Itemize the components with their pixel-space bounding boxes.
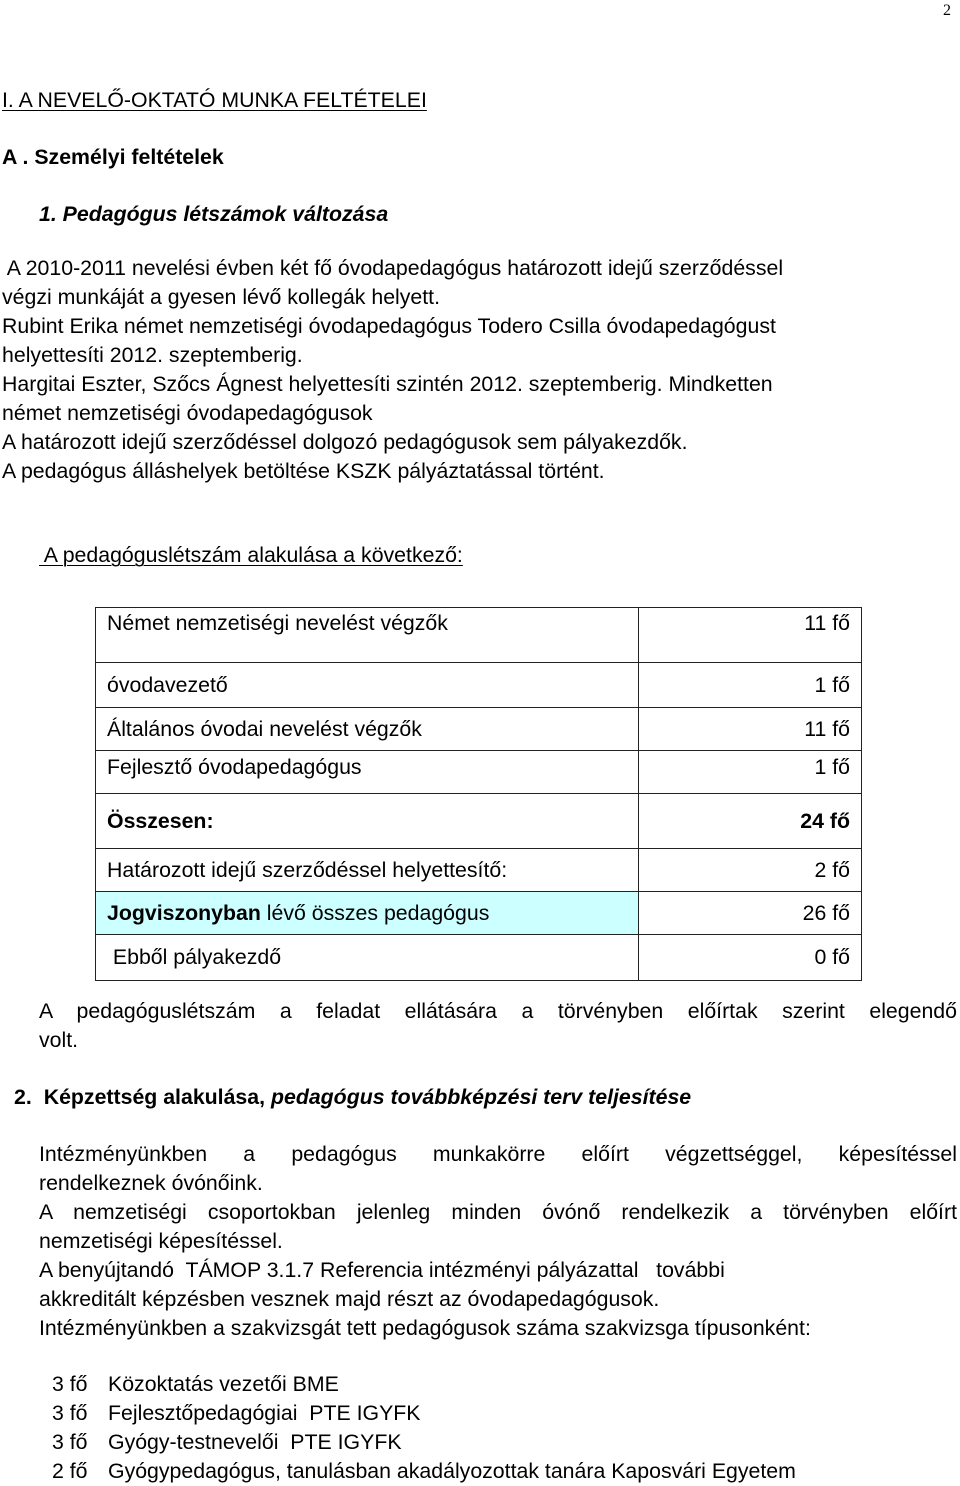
list-item xyxy=(52,1428,796,1457)
table-row xyxy=(96,935,862,981)
table-row-employed xyxy=(96,892,862,935)
para2-line: rendelkeznek óvónőink. xyxy=(39,1171,263,1195)
row-label: Összesen: xyxy=(96,794,639,849)
table-row xyxy=(96,751,862,794)
exam-type: Gyógy-testnevelői PTE IGYFK xyxy=(108,1430,402,1454)
intro-line: német nemzetiségi óvodapedagógusok xyxy=(2,401,373,425)
intro-line: végzi munkáját a gyesen lévő kollegák helyett. xyxy=(2,285,441,309)
intro-paragraph xyxy=(2,254,942,486)
para2-line: Intézményünkben a szakvizsgát tett pedagógusok száma szakvizsga típusonként: xyxy=(39,1316,811,1340)
row-label: Általános óvodai nevelést végzők xyxy=(96,708,639,751)
exam-count: 3 fő xyxy=(52,1430,88,1454)
para2-line: A nemzetiségi csoportokban jelenleg minden óvónő rendelkezik a törvényben előírt xyxy=(39,1200,957,1224)
row-value: 2 fő xyxy=(639,849,862,892)
para2-line: akkreditált képzésben vesznek majd részt az óvodapedagógusok. xyxy=(39,1287,660,1311)
exam-count: 3 fő xyxy=(52,1401,88,1425)
list-item xyxy=(52,1457,796,1486)
exam-type: Fejlesztőpedagógiai PTE IGYFK xyxy=(108,1401,421,1425)
exam-count: 2 fő xyxy=(52,1459,88,1483)
list-item xyxy=(52,1399,796,1428)
row-value: 11 fő xyxy=(639,708,862,751)
list-item xyxy=(52,1370,796,1399)
row-label: Határozott idejű szerződéssel helyettesítő: xyxy=(96,849,639,892)
heading-personal-conditions: A . Személyi feltételek xyxy=(2,145,224,169)
row-value: 0 fő xyxy=(639,935,862,981)
row-value: 24 fő xyxy=(639,794,862,849)
intro-line: Rubint Erika német nemzetiségi óvodapedagógus Todero Csilla óvodapedagógust xyxy=(2,314,776,338)
intro-line: A határozott idejű szerződéssel dolgozó pedagógusok sem pályakezdők. xyxy=(2,430,688,454)
table-row-total xyxy=(96,794,862,849)
exam-count: 3 fő xyxy=(52,1372,88,1396)
intro-line: Hargitai Eszter, Szőcs Ágnest helyettesíti szintén 2012. szeptemberig. Mindketten xyxy=(2,372,773,396)
intro-line: A 2010-2011 nevelési évben két fő óvodapedagógus határozott idejű szerződéssel xyxy=(2,256,784,280)
row-value: 11 fő xyxy=(639,608,862,663)
table-row xyxy=(96,849,862,892)
exam-type: Gyógypedagógus, tanulásban akadályozottak tanára Kaposvári Egyetem xyxy=(108,1459,796,1483)
intro-line: helyettesíti 2012. szeptemberig. xyxy=(2,343,303,367)
para2-line: A benyújtandó TÁMOP 3.1.7 Referencia intézményi pályázattal további xyxy=(39,1258,725,1282)
exam-list xyxy=(52,1370,796,1486)
table-row xyxy=(96,708,862,751)
row-label xyxy=(96,892,639,935)
row-label: Német nemzetiségi nevelést végzők xyxy=(96,608,639,663)
page-number: 2 xyxy=(943,2,951,19)
para2-line: nemzetiségi képesítéssel. xyxy=(39,1229,283,1253)
intro-line: A pedagógus álláshelyek betöltése KSZK pályáztatással történt. xyxy=(2,459,605,483)
row-value: 1 fő xyxy=(639,751,862,794)
heading-qualifications-num: 2. xyxy=(14,1085,32,1109)
row-label-rest: lévő összes pedagógus xyxy=(260,900,490,925)
row-label-bold: Jogviszonyban xyxy=(107,900,261,925)
staff-table xyxy=(95,607,862,981)
table-row xyxy=(96,608,862,663)
heading-qualifications-italic: pedagógus továbbképzési terv teljesítése xyxy=(270,1085,692,1109)
para2-line: Intézményünkben a pedagógus munkakörre előírt végzettséggel, képesítéssel xyxy=(39,1142,957,1166)
heading-qualifications xyxy=(14,1083,691,1112)
conclusion-line: A pedagóguslétszám a feladat ellátására a törvényben előírtak szerint elegendő xyxy=(39,999,957,1023)
row-value: 26 fő xyxy=(639,892,862,935)
exam-type: Közoktatás vezetői BME xyxy=(108,1372,339,1396)
table-row xyxy=(96,663,862,708)
row-label: óvodavezető xyxy=(96,663,639,708)
heading-qualifications-bold: Képzettség alakulása, xyxy=(43,1085,266,1109)
heading-staff-changes: 1. Pedagógus létszámok változása xyxy=(39,202,389,226)
heading-main: I. A NEVELŐ-OKTATÓ MUNKA FELTÉTELEI xyxy=(2,88,427,112)
row-label: Ebből pályakezdő xyxy=(96,935,639,981)
conclusion-line: volt. xyxy=(39,1028,79,1052)
row-value: 1 fő xyxy=(639,663,862,708)
table-title: A pedagóguslétszám alakulása a következő: xyxy=(39,543,463,567)
row-label: Fejlesztő óvodapedagógus xyxy=(96,751,639,794)
